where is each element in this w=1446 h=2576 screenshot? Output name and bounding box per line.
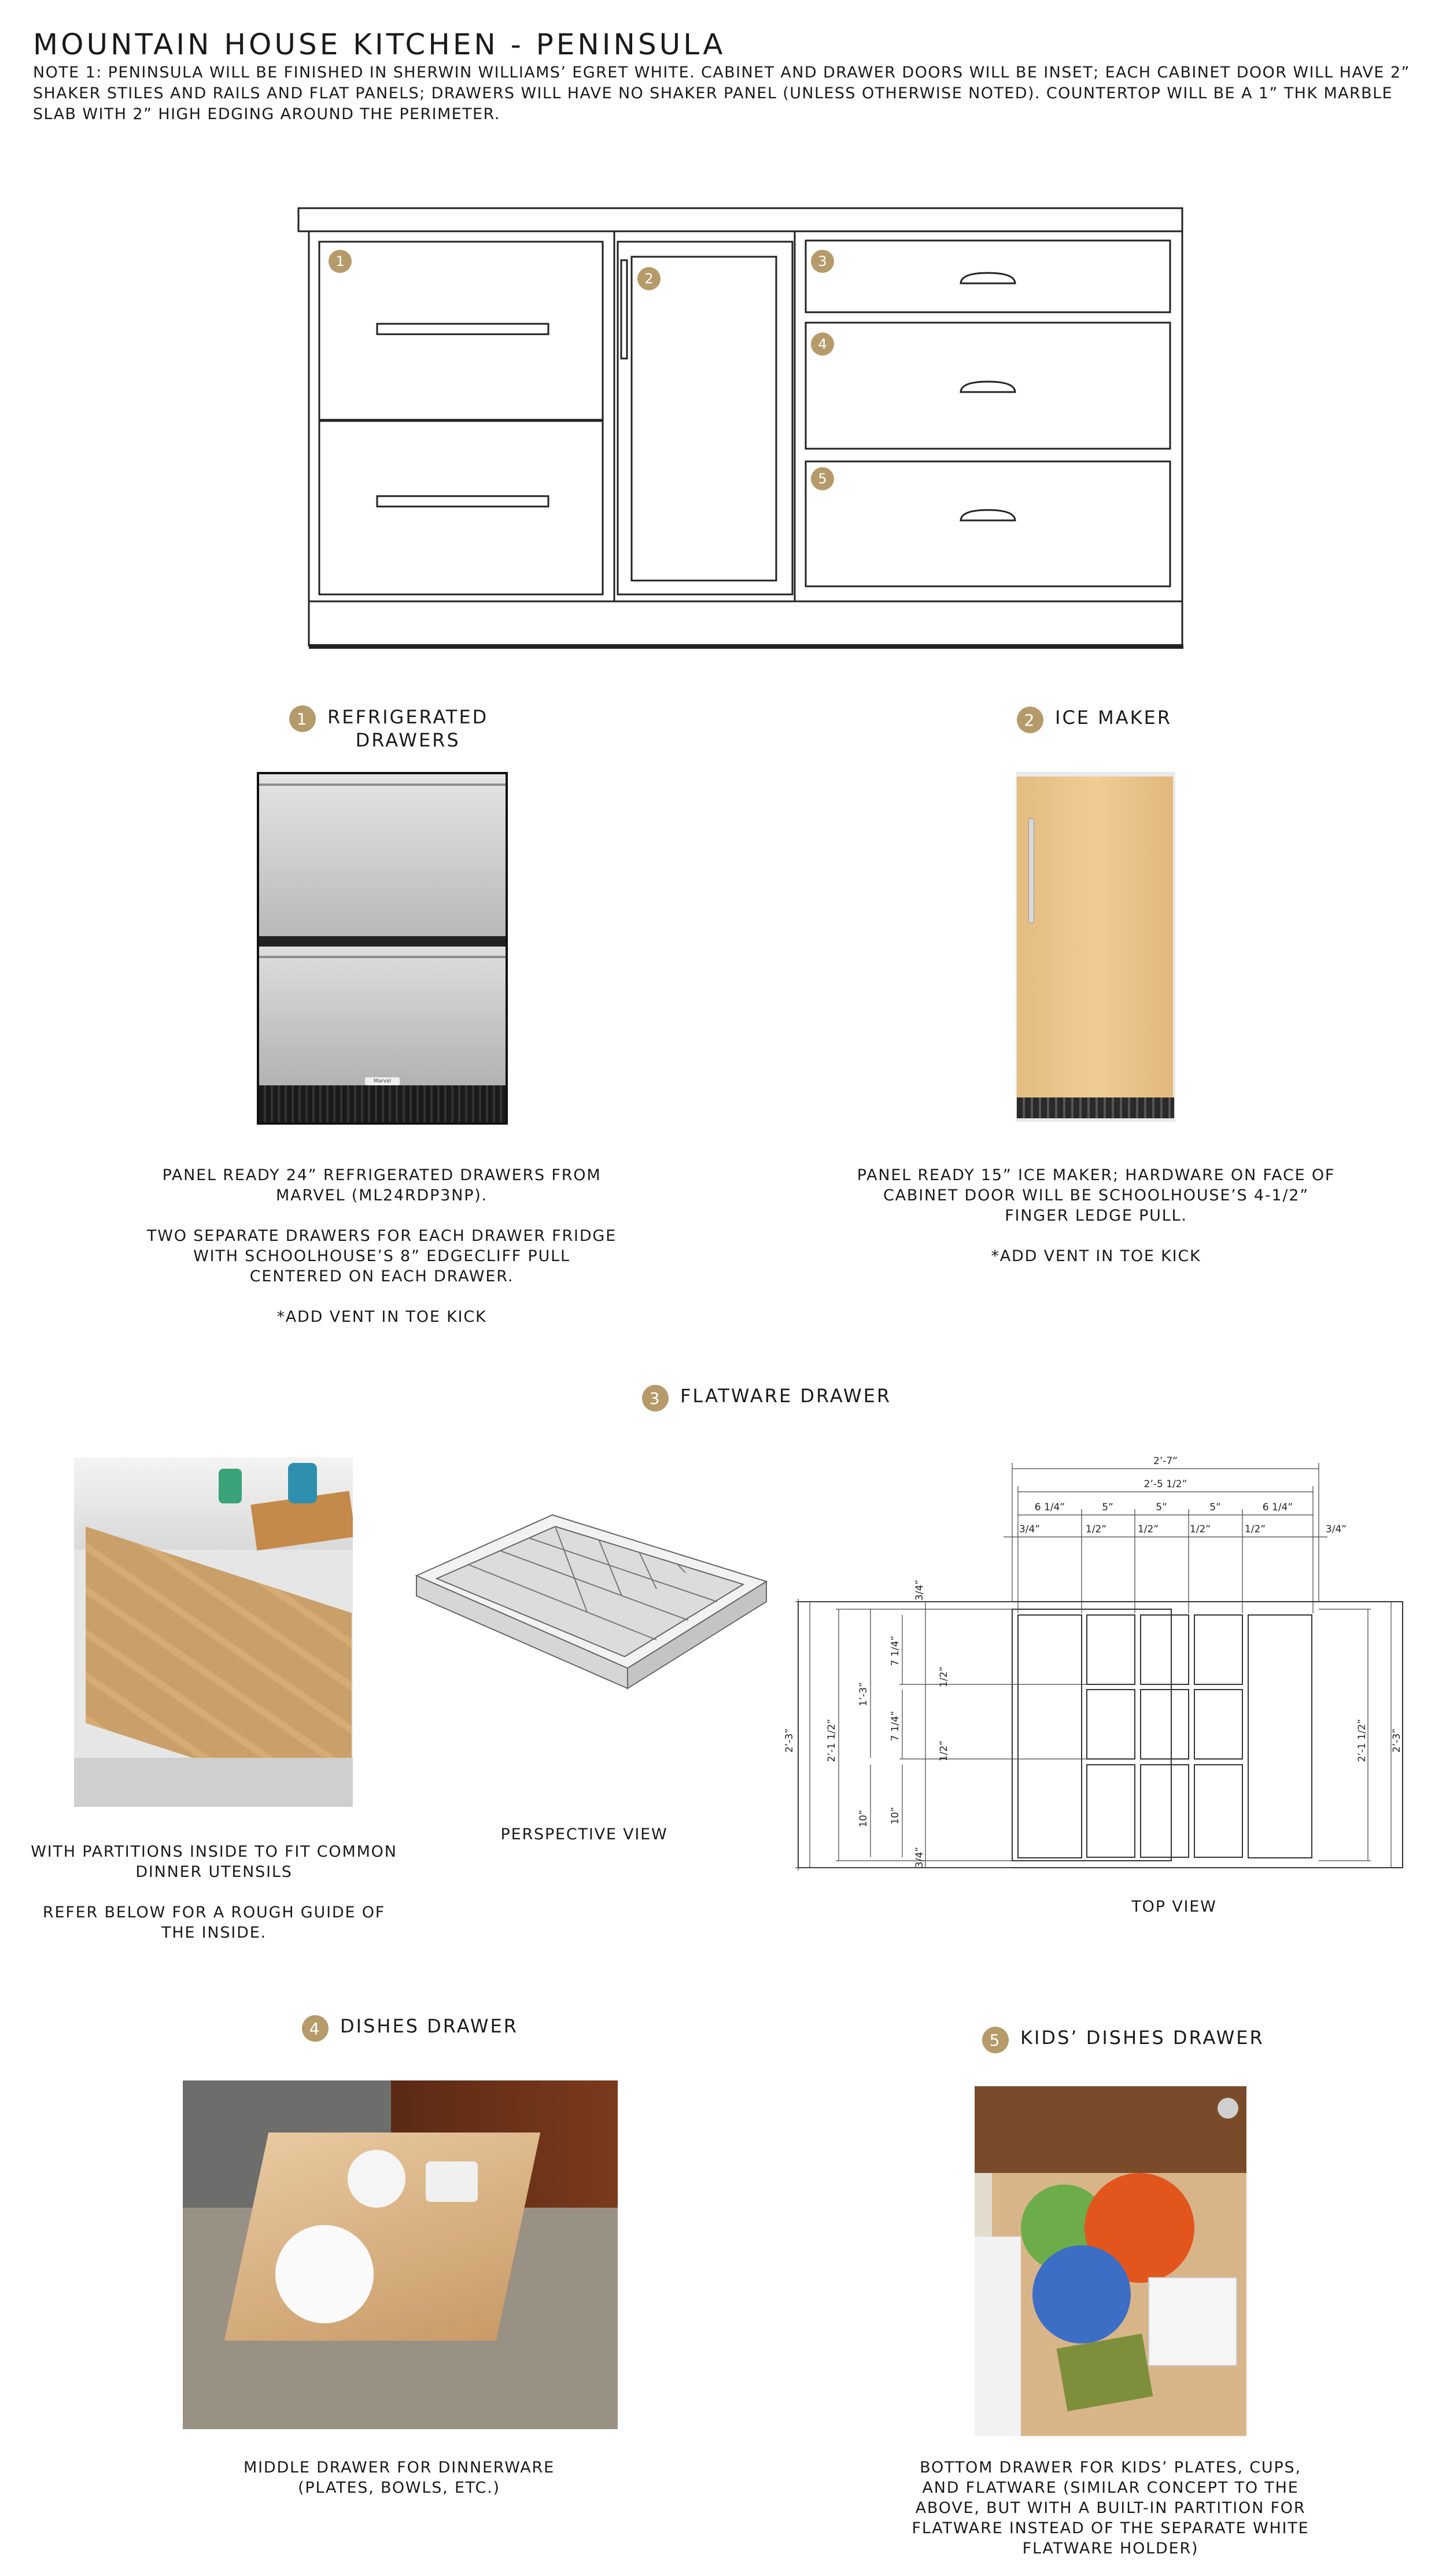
cup-pull: [961, 510, 1015, 520]
section-5-heading: [982, 2027, 1264, 2053]
page-title: MOUNTAIN HOUSE KITCHEN - PENINSULA: [33, 28, 726, 61]
section-5-title: KIDS’ DISHES DRAWER: [1020, 2027, 1264, 2049]
dim-rowgap-3: 1/2”: [938, 1740, 950, 1762]
dim-col-2: 5”: [1102, 1502, 1113, 1513]
kids-dishes-drawer-photo: [975, 2086, 1246, 2436]
section-5-caption: BOTTOM DRAWER FOR KIDS’ PLATES, CUPS, AND FLATWARE (SIMILAR CONCEPT TO THE ABOVE, BUT WITH A BUILT-IN PARTITION FOR FLATWARE INSTEAD OF THE SEPARATE WHITE FLATWARE HOLDER): [912, 2459, 1309, 2557]
refrigerated-drawers-image: [257, 772, 508, 1125]
section-2-title: ICE MAKER: [1055, 707, 1172, 729]
section-1-heading: [289, 705, 488, 752]
section-2-badge: 2: [1017, 707, 1043, 733]
cup-pull: [961, 382, 1015, 392]
dim-rowgap-2: 1/2”: [938, 1666, 950, 1688]
dim-depth-right-inner: 2’-1 1/2”: [1356, 1718, 1368, 1762]
dim-col-1: 6 1/4”: [1034, 1502, 1065, 1513]
cabinet-body: [309, 231, 1182, 601]
dim-depth-left-inner: 2’-1 1/2”: [826, 1718, 838, 1762]
dim-depth-upper: 1’-3”: [858, 1682, 869, 1706]
design-note: NOTE 1: PENINSULA WILL BE FINISHED IN SHERWIN WILLIAMS’ EGRET WHITE. CABINET AND DRAWER DOORS WILL BE INSET; EACH CABINET DOOR WILL HAVE 2” SHAKER STILES AND RAILS AND FLAT PANELS; DRAWERS WILL HAVE NO SHAKER PANEL (UNLESS OTHERWISE NOTED). COUNTERTOP WILL BE A 1” THK MARBLE SLAB WITH 2” HIGH EDGING AROUND THE PERIMETER.: [33, 64, 1410, 123]
flatware-photo-caption: WITH PARTITIONS INSIDE TO FIT COMMON DINNER UTENSILS REFER BELOW FOR A ROUGH GUIDE OF THE INSIDE.: [31, 1843, 397, 1942]
section-1-badge: 1: [289, 705, 316, 732]
dim-gap-2: 1/2”: [1085, 1524, 1107, 1535]
section-1-caption: PANEL READY 24” REFRIGERATED DRAWERS FROM MARVEL (ML24RDP3NP). TWO SEPARATE DRAWERS FOR EACH DRAWER FRIDGE WITH SCHOOLHOUSE’S 8” EDGECLIFF PULL CENTERED ON EACH DRAWER. *ADD VENT IN TOE KICK: [146, 1166, 617, 1326]
cup-pull: [961, 273, 1015, 283]
refrigerated-drawer-top: [319, 242, 603, 420]
dim-inner-width: 2’-5 1/2”: [1143, 1479, 1187, 1490]
dishes-drawer-photo: [183, 2080, 618, 2429]
dim-depth-right-outer: 2’-3”: [1391, 1728, 1403, 1753]
dim-rowgap-1: 3/4”: [914, 1579, 925, 1601]
dim-row-2: 7 1/4”: [890, 1710, 901, 1742]
dim-gap-6: 3/4”: [1325, 1524, 1347, 1535]
dim-gap-1: 3/4”: [1019, 1524, 1041, 1535]
ice-maker-panel: [632, 257, 776, 581]
dim-col-3: 5”: [1156, 1502, 1167, 1513]
dim-depth-lower: 10”: [858, 1809, 869, 1828]
peninsula-elevation-drawing: [289, 197, 1192, 659]
drawer-pull: [377, 496, 548, 507]
countertop: [298, 208, 1182, 231]
dim-depth-left-outer: 2’-3”: [784, 1728, 795, 1753]
dim-row-3: 10”: [890, 1806, 901, 1825]
flatware-drawer-photo: [74, 1457, 353, 1807]
ice-maker-door: [618, 242, 792, 594]
elevation-marker-3: 3: [811, 250, 834, 273]
dim-gap-4: 1/2”: [1189, 1524, 1211, 1535]
dim-rowgap-4: 3/4”: [914, 1846, 925, 1868]
section-4-caption: MIDDLE DRAWER FOR DINNERWARE (PLATES, BOWLS, ETC.): [244, 2459, 555, 2497]
door-pull: [621, 260, 627, 359]
section-5-badge: 5: [982, 2027, 1009, 2053]
dim-gap-5: 1/2”: [1244, 1524, 1266, 1535]
section-3-title: FLATWARE DRAWER: [680, 1385, 892, 1407]
section-4-title: DISHES DRAWER: [340, 2015, 518, 2037]
kids-dishes-drawer: [806, 461, 1170, 586]
section-1-title: REFRIGERATED DRAWERS: [327, 706, 489, 751]
refrigerated-drawer-bottom: [319, 421, 603, 594]
dim-gap-3: 1/2”: [1137, 1524, 1159, 1535]
perspective-caption: PERSPECTIVE VIEW: [500, 1825, 668, 1843]
elevation-marker-2: 2: [637, 267, 661, 290]
dim-col-5: 6 1/4”: [1262, 1502, 1293, 1513]
flatware-perspective-drawing: [414, 1509, 772, 1740]
flatware-drawer: [806, 241, 1170, 312]
dishes-drawer: [806, 323, 1170, 449]
tray-outline: [1012, 1609, 1171, 1861]
drawer-pull: [377, 324, 548, 334]
dim-overall-width: 2’-7”: [1153, 1455, 1178, 1467]
flatware-top-view-drawing: [784, 1446, 1420, 1885]
elevation-marker-1: 1: [329, 250, 352, 273]
dim-row-1: 7 1/4”: [890, 1635, 901, 1666]
section-3-heading: [642, 1385, 891, 1411]
brand-logo: Marvel: [365, 1077, 400, 1085]
section-2-heading: [1017, 707, 1172, 733]
top-view-caption: TOP VIEW: [1131, 1898, 1217, 1916]
section-3-badge: 3: [642, 1385, 669, 1411]
section-4-badge: 4: [302, 2015, 329, 2042]
section-2-caption: PANEL READY 15” ICE MAKER; HARDWARE ON FACE OF CABINET DOOR WILL BE SCHOOLHOUSE’S 4-1/2” FINGER LEDGE PULL. *ADD VENT IN TOE KICK: [857, 1166, 1336, 1265]
elevation-marker-5: 5: [811, 467, 834, 490]
elevation-marker-4: 4: [811, 332, 834, 356]
zoom-icon: [1218, 2098, 1238, 2119]
section-4-heading: [302, 2015, 518, 2042]
dim-col-4: 5”: [1209, 1502, 1221, 1513]
ice-maker-image: [1016, 772, 1175, 1122]
